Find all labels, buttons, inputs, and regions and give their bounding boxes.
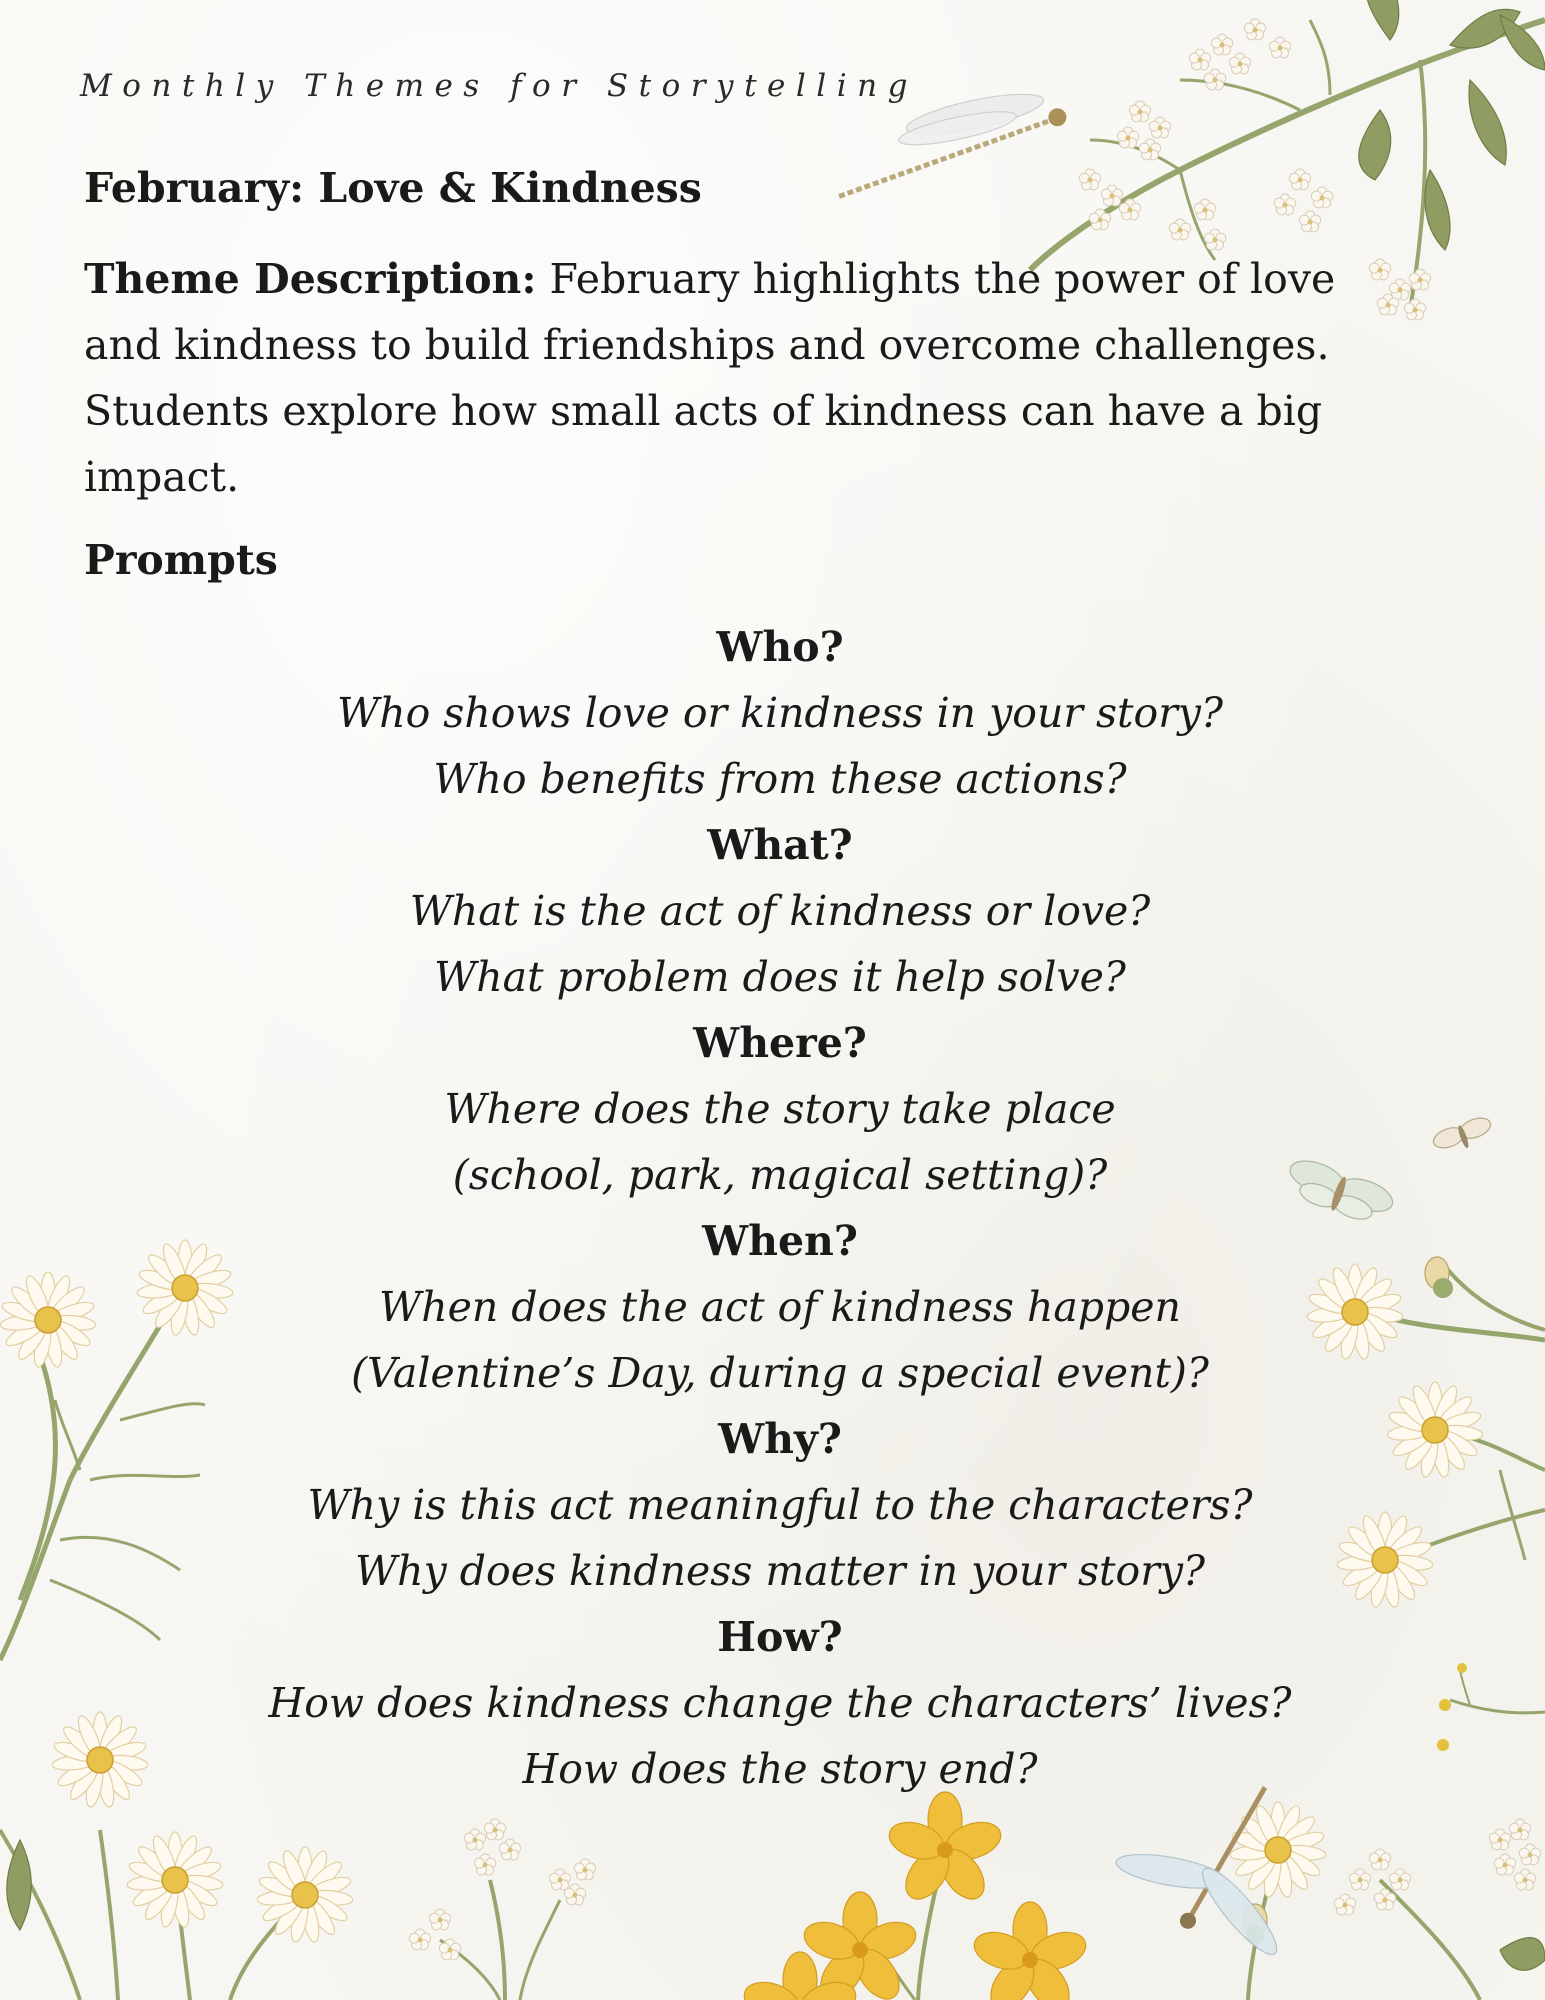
- yellow-flower-icon: [970, 1902, 1091, 2000]
- prompt-line: (Valentine’s Day, during a special event)?: [351, 1349, 1209, 1397]
- series-title: Monthly Themes for Storytelling: [80, 68, 918, 104]
- prompt-line: How does kindness change the characters’ lives?: [268, 1679, 1292, 1727]
- daisy-flower-icon: [52, 1712, 149, 1808]
- prompt-question: Who?: [716, 623, 844, 671]
- yarrow-flower-icon: [464, 1829, 485, 1850]
- prompts-list: [180, 614, 1380, 1802]
- prompt-line: Where does the story take place: [444, 1085, 1116, 1133]
- daisy-flower-icon: [1387, 1382, 1484, 1478]
- moth-icon: [1431, 1114, 1496, 1158]
- prompt-section-when: [180, 1208, 1380, 1406]
- prompt-line: What problem does it help solve?: [434, 953, 1126, 1001]
- prompt-section-how: [180, 1604, 1380, 1802]
- theme-description: [84, 246, 1354, 510]
- prompt-line: When does the act of kindness happen: [379, 1283, 1181, 1331]
- yellow-flower-icon: [885, 1792, 1006, 1907]
- prompt-line: What is the act of kindness or love?: [409, 887, 1151, 935]
- prompt-line: Who benefits from these actions?: [433, 755, 1127, 803]
- month-title: February: Love & Kindness: [84, 164, 702, 212]
- prompt-line: (school, park, magical setting)?: [452, 1151, 1108, 1199]
- daisy-flower-icon: [127, 1832, 224, 1928]
- prompt-line: Why is this act meaningful to the characters?: [307, 1481, 1253, 1529]
- prompt-line: Why does kindness matter in your story?: [355, 1547, 1205, 1595]
- leaf-icon: [1359, 0, 1545, 250]
- prompt-section-who: [180, 614, 1380, 812]
- daisy-flower-icon: [0, 1272, 96, 1368]
- daisy-flower-icon: [1230, 1802, 1327, 1898]
- theme-description-label: Theme Description:: [84, 255, 537, 303]
- theme-description-text: February highlights the power of love and kindness to build friendships and overcome challenges. Students explore how small acts of kindness can have a big impact.: [84, 255, 1336, 501]
- prompt-section-why: [180, 1406, 1380, 1604]
- prompt-question: Why?: [718, 1415, 842, 1463]
- prompt-line: How does the story end?: [522, 1745, 1038, 1793]
- prompt-question: What?: [707, 821, 853, 869]
- prompt-question: When?: [702, 1217, 858, 1265]
- prompts-heading: Prompts: [84, 536, 278, 584]
- prompt-question: Where?: [693, 1019, 867, 1067]
- prompt-section-where: [180, 1010, 1380, 1208]
- prompt-line: Who shows love or kindness in your story?: [337, 689, 1223, 737]
- prompt-section-what: [180, 812, 1380, 1010]
- prompt-question: How?: [717, 1613, 843, 1661]
